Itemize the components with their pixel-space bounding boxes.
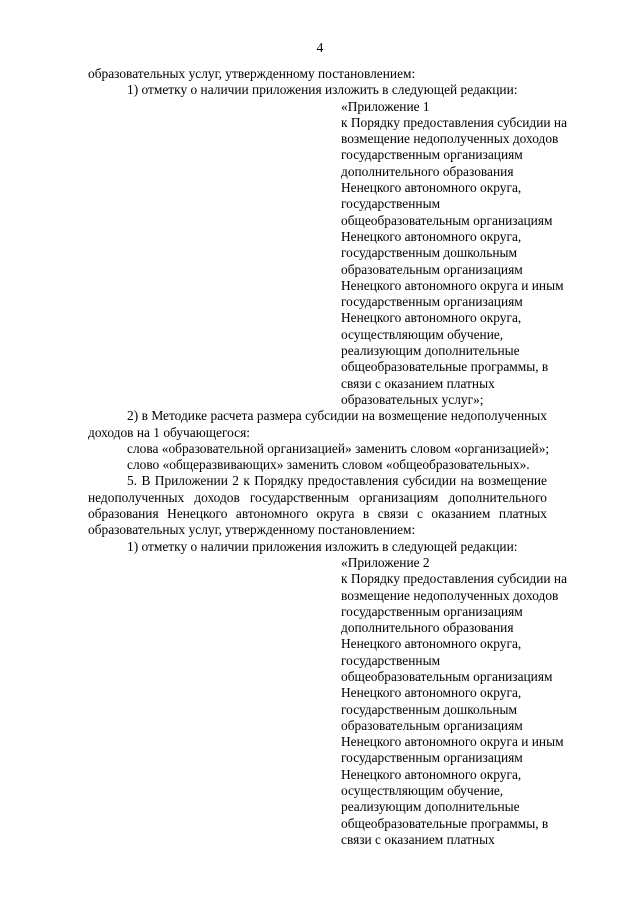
appendix-1-line: связи с оказанием платных — [341, 375, 495, 391]
appendix-1-line: государственным — [341, 196, 441, 212]
appendix-2-line: государственным организациям — [341, 750, 523, 766]
appendix-1-line: государственным организациям — [341, 294, 523, 310]
appendix-1-line: дополнительного образования — [341, 163, 514, 179]
appendix-2-line: связи с оказанием платных — [341, 831, 495, 847]
appendix-2-line: общеобразовательным организациям — [341, 668, 553, 684]
page-number: 4 — [316, 40, 324, 55]
appendix-2-line: «Приложение 2 — [341, 554, 430, 570]
appendix-1-line: общеобразовательные программы, в — [341, 359, 549, 375]
paragraph-3: 2) в Методике расчета размера субсидии на возмещение недополученных доходов на 1 обучающегося: — [88, 408, 547, 440]
appendix-2-line: к Порядку предоставления субсидии на — [341, 571, 568, 587]
appendix-2-line: осуществляющим обучение, — [341, 783, 504, 799]
appendix-1-line: государственным дошкольным — [341, 245, 517, 261]
paragraph-6: 5. В Приложении 2 к Порядку предоставления субсидии на возмещение недополученных доходов государственным организациям дополнительного образования Ненецкого автономного округа в связи с оказанием платных образовательных услуг, утвержденному постановлением: — [88, 473, 547, 538]
paragraph-4: слова «образовательной организацией» заменить словом «организацией»; — [127, 440, 550, 456]
appendix-1-line: образовательным организациям — [341, 261, 523, 277]
appendix-2-line: Ненецкого автономного округа, — [341, 766, 522, 782]
appendix-1-line: государственным организациям — [341, 147, 523, 163]
appendix-2-heading — [341, 555, 581, 848]
appendix-2-line: Ненецкого автономного округа, — [341, 636, 522, 652]
appendix-1-line: Ненецкого автономного округа и иным — [341, 277, 564, 293]
paragraph-7: 1) отметку о наличии приложения изложить в следующей редакции: — [127, 538, 518, 554]
appendix-1-line: Ненецкого автономного округа, — [341, 180, 522, 196]
appendix-1-line: общеобразовательным организациям — [341, 212, 553, 228]
appendix-2-line: образовательным организациям — [341, 717, 523, 733]
appendix-2-line: дополнительного образования — [341, 620, 514, 636]
appendix-2-line: Ненецкого автономного округа, — [341, 685, 522, 701]
appendix-1-line: реализующим дополнительные — [341, 343, 520, 359]
paragraph-5: слово «общеразвивающих» заменить словом «общеобразовательных». — [127, 457, 530, 473]
appendix-2-line: возмещение недополученных доходов — [341, 587, 559, 603]
appendix-2-line: государственным организациям — [341, 603, 523, 619]
appendix-1-heading — [341, 99, 581, 409]
appendix-2-line: государственным дошкольным — [341, 701, 517, 717]
appendix-2-line: Ненецкого автономного округа и иным — [341, 734, 564, 750]
appendix-1-line: возмещение недополученных доходов — [341, 131, 559, 147]
appendix-1-line: к Порядку предоставления субсидии на — [341, 114, 568, 130]
appendix-1-line: Ненецкого автономного округа, — [341, 310, 522, 326]
appendix-2-line: реализующим дополнительные — [341, 799, 520, 815]
paragraph-1: образовательных услуг, утвержденному постановлением: — [88, 66, 416, 81]
document-body — [88, 66, 568, 848]
appendix-1-line: осуществляющим обучение, — [341, 326, 504, 342]
appendix-2-line: общеобразовательные программы, в — [341, 815, 549, 831]
appendix-2-line: государственным — [341, 652, 441, 668]
appendix-1-line: образовательных услуг»; — [341, 391, 484, 407]
appendix-1-line: «Приложение 1 — [341, 98, 430, 114]
paragraph-2: 1) отметку о наличии приложения изложить в следующей редакции: — [127, 82, 518, 98]
appendix-1-line: Ненецкого автономного округа, — [341, 228, 522, 244]
